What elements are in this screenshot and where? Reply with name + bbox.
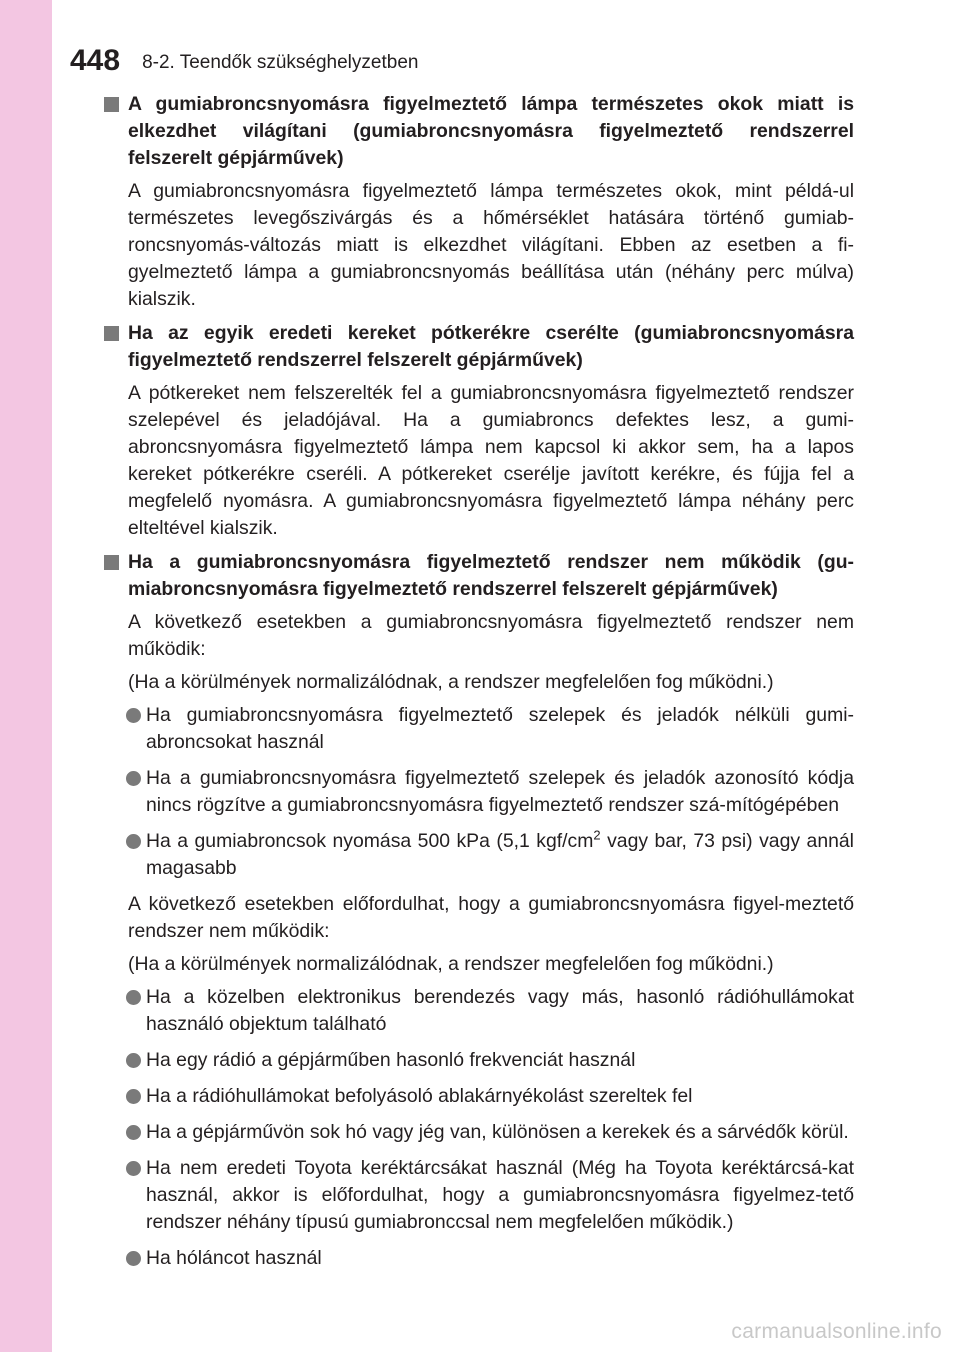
section-heading xyxy=(104,549,854,603)
list-item-text: Ha nem eredeti Toyota keréktárcsákat használ (Még ha Toyota keréktárcsá-kat használ, akkor is előfordulhat, hogy a gumiabroncsnyomásra figyelmez-tető rendszer néhány típusú gumiabronccsal nem megfelelően működik.) xyxy=(146,1157,854,1233)
list-item-text-before: Ha a gumiabroncsok nyomása 500 kPa (5,1 kgf/cm xyxy=(146,830,594,852)
body-paragraph: A pótkereket nem felszerelték fel a gumiabroncsnyomásra figyelmeztető rendszer szelepével és jeladójával. Ha a gumiabroncs defektes lesz, a gumi-abroncsnyomásra figyelmeztető lámpa nem kapcsol ki akkor sem, ha a lapos kereket pótkerékre cseréli. A pótkereket cserélje javított kerékre, és fújja fel a megfelelő nyomásra. A gumiabroncsnyomásra figyelmeztető lámpa néhány perc elteltével kialszik. xyxy=(128,382,854,539)
section-spare-tire xyxy=(104,320,854,542)
list-item xyxy=(104,765,854,819)
list-item-text: Ha a gumiabroncsnyomásra figyelmeztető szelepek és jeladók azonosító kódja nincs rögzítve a gumiabroncsnyomásra figyelmeztető rendszer szá-mítógépében xyxy=(146,767,854,816)
intro-paragraph: A következő esetekben a gumiabroncsnyomásra figyelmeztető rendszer nem működik: xyxy=(128,611,854,660)
list-item xyxy=(104,984,854,1038)
round-bullet-icon xyxy=(126,1089,141,1104)
round-bullet-icon xyxy=(126,1125,141,1140)
page-content xyxy=(104,91,854,1281)
section-heading-text: Ha az egyik eredeti kereket pótkerékre cserélte (gumiabroncsnyomásra figyelmeztető rendszerrel felszerelt gépjárművek) xyxy=(128,322,854,371)
list-item xyxy=(104,1245,854,1272)
section-warning-light-natural xyxy=(104,91,854,313)
round-bullet-icon xyxy=(126,1251,141,1266)
round-bullet-icon xyxy=(126,1161,141,1176)
square-bullet-icon xyxy=(104,97,119,112)
round-bullet-icon xyxy=(126,990,141,1005)
note-paragraph: (Ha a körülmények normalizálódnak, a rendszer megfelelően fog működni.) xyxy=(128,671,774,693)
round-bullet-icon xyxy=(126,771,141,786)
list-item-text: Ha a gépjárművön sok hó vagy jég van, különösen a kerekek és a sárvédők körül. xyxy=(146,1121,849,1143)
square-bullet-icon xyxy=(104,326,119,341)
list-item xyxy=(104,1155,854,1236)
section-heading xyxy=(104,320,854,374)
intro-paragraph: A következő esetekben előfordulhat, hogy a gumiabroncsnyomásra figyel-meztető rendszer nem működik: xyxy=(128,893,854,942)
list-item-text: Ha a rádióhullámokat befolyásoló ablakárnyékolást szereltek fel xyxy=(146,1085,693,1107)
section-heading-text: Ha a gumiabroncsnyomásra figyelmeztető rendszer nem működik (gu-miabroncsnyomásra figyelmeztető rendszerrel felszerelt gépjárművek) xyxy=(128,551,854,600)
list-item-text-after: vagy bar, 73 psi) vagy annál magasabb xyxy=(146,830,854,879)
left-color-band xyxy=(0,0,52,1352)
superscript: 2 xyxy=(593,827,601,843)
list-item xyxy=(104,1047,854,1074)
list-item xyxy=(104,1119,854,1146)
list-item xyxy=(104,1083,854,1110)
list-item-text: Ha gumiabroncsnyomásra figyelmeztető szelepek és jeladók nélküli gumi-abroncsokat használ xyxy=(146,704,854,753)
round-bullet-icon xyxy=(126,708,141,723)
section-heading-text: A gumiabroncsnyomásra figyelmeztető lámpa természetes okok miatt is elkezdhet világítani (gumiabroncsnyomásra figyelmeztető rendszerrel felszerelt gépjárművek) xyxy=(128,93,854,169)
body-paragraph: A gumiabroncsnyomásra figyelmeztető lámpa természetes okok, mint példá-ul természetes levegőszivárgás és a hőmérséklet hatására történő gumiab-roncsnyomás-változás miatt is elkezdhet világítani. Ebben az esetben a fi-gyelmeztető lámpa a gumiabroncsnyomás beállítása után (néhány perc múlva) kialszik. xyxy=(128,180,854,310)
page-header xyxy=(70,32,418,76)
list-item-text: Ha egy rádió a gépjárműben hasonló frekvenciát használ xyxy=(146,1049,636,1071)
square-bullet-icon xyxy=(104,555,119,570)
list-item-text: Ha hóláncot használ xyxy=(146,1247,322,1269)
list-item-pressure xyxy=(104,828,854,882)
list-item-text: Ha a közelben elektronikus berendezés vagy más, hasonló rádióhullámokat használó objektum található xyxy=(146,986,854,1035)
note-paragraph: (Ha a körülmények normalizálódnak, a rendszer megfelelően fog működni.) xyxy=(128,953,774,975)
page-number: 448 xyxy=(70,44,121,77)
section-system-not-working xyxy=(104,549,854,1272)
round-bullet-icon xyxy=(126,834,141,849)
list-item xyxy=(104,702,854,756)
round-bullet-icon xyxy=(126,1053,141,1068)
section-title: 8-2. Teendők szükséghelyzetben xyxy=(142,52,419,73)
section-heading xyxy=(104,91,854,172)
watermark: carmanualsonline.info xyxy=(731,1320,942,1343)
